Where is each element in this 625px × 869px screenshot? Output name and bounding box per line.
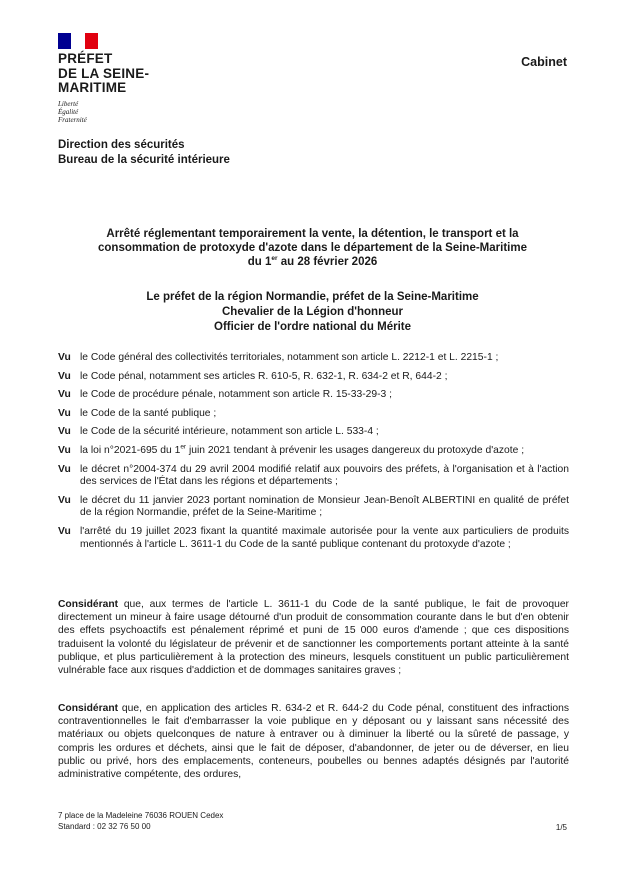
visa-item: Vu le Code général des collectivités territoriales, notamment son article L. 2212-1 et L. 2215-1 ;	[58, 352, 499, 363]
considerant-paragraph: Considérant que, aux termes de l'article L. 3611-1 du Code de la santé publique, le fait de provoquer directement un mineur à faire usage détourné d'un produit de consommation courante dans le but d'en obtenir des effets psychoactifs est pénalement réprimé et puni de 15 000 euros d'amende ; que ces dispositions traduisent la volonté du législateur de prévenir et de sanctionner les comportements portant atteinte à la santé publique, et plus particulièrement à la protection des mineurs, lesquels constituent un public particulièrement vulnérable face aux risques d'addiction et de dommages sanitaires graves ;	[58, 599, 569, 677]
document-title: Arrêté réglementant temporairement la vente, la détention, le transport et la consommation de protoxyde d'azote dans le département de la Seine-Maritime du 1er au 28 février 2026	[98, 228, 527, 268]
footer-address: 7 place de la Madeleine 76036 ROUEN Cedex Standard : 02 32 76 50 00	[58, 811, 224, 831]
considerant-paragraph: Considérant que, en application des articles R. 634-2 et R. 644-2 du Code pénal, constituent des infractions contraventionnelles le fait d'embarrasser la voie publique en y déposant ou y laissant sans nécessité des matériaux ou objets quelconques de nature à entraver ou à diminuer la liberté ou la sûreté de passage, y compris les ordures et déchets, ainsi que le fait de déposer, d'abandonner, de jeter ou de déverser, en lieu public ou privé, hors des emplacements, conteneurs, poubelles ou bennes adaptés désignés par l'autorité administrative compétente, des ordures,	[58, 703, 569, 781]
visa-item: Vu l'arrêté du 19 juillet 2023 fixant la quantité maximale autorisée pour la vente aux particuliers de produits mentionnés à l'article L. 3611-1 du Code de la santé publique contenant du protoxyde d'azote ;	[58, 525, 569, 550]
direction-block	[58, 138, 230, 167]
visa-item: Vu le décret n°2004-374 du 29 avril 2004 modifié relatif aux pouvoirs des préfets, à l'organisation et à l'action des services de l'État dans les régions et départements ;	[58, 463, 569, 488]
visa-item: Vu le Code pénal, notamment ses articles R. 610-5, R. 632-1, R. 634-2 et R, 644-2 ;	[58, 370, 448, 382]
bureau-name: Bureau de la sécurité intérieure	[58, 153, 230, 166]
direction-name: Direction des sécurités	[58, 139, 185, 151]
logo-title: PRÉFET DE LA SEINE- MARITIME	[58, 51, 150, 95]
republic-motto: Liberté Égalité Fraternité	[58, 99, 87, 124]
visa-item: Vu le Code de la sécurité intérieure, notamment son article L. 533-4 ;	[58, 426, 379, 438]
page-number: 1/5	[555, 823, 567, 832]
cabinet-label: Cabinet	[521, 55, 567, 69]
marianne-flag-icon	[58, 33, 98, 49]
visas-list	[58, 352, 569, 557]
visa-item: Vu le Code de procédure pénale, notamment son article R. 15-33-29-3 ;	[58, 389, 392, 401]
visa-item: Vu le Code de la santé publique ;	[58, 407, 217, 419]
visa-item: Vu la loi n°2021-695 du 1er juin 2021 tendant à prévenir les usages dangereux du protoxyde d'azote ;	[58, 443, 525, 456]
visa-item: Vu le décret du 11 janvier 2023 portant nomination de Monsieur Jean-Benoît ALBERTINI en qualité de préfet de la région Normandie, préfet de la Seine-Maritime ;	[58, 494, 569, 519]
prefecture-logo	[58, 33, 149, 124]
prefet-titles: Le préfet de la région Normandie, préfet de la Seine-Maritime Chevalier de la Légion d'honneur Officier de l'ordre national du Mérite	[146, 291, 479, 333]
